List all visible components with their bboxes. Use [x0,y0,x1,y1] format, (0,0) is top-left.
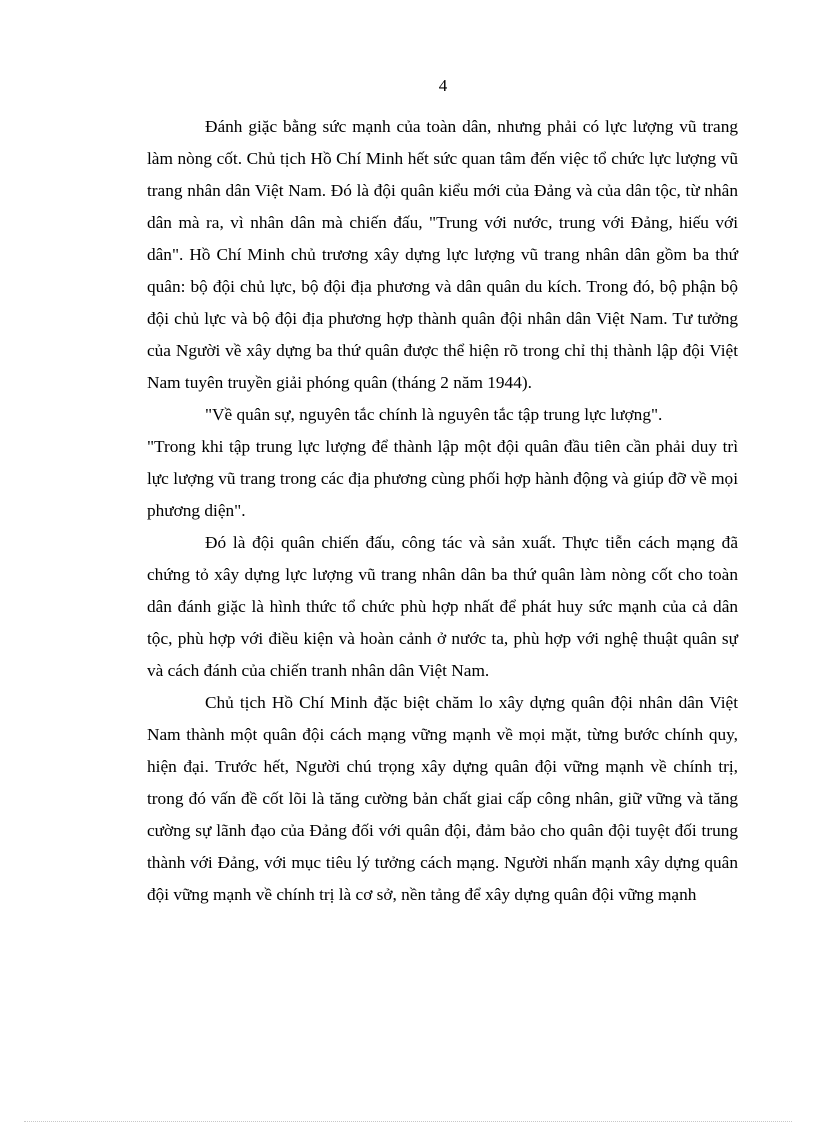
quote-local-forces: "Trong khi tập trung lực lượng để thành lập một đội quân đầu tiên cần phải duy trì lực lượng vũ trang trong các địa phương cùng phối hợp hành động và giúp đỡ về mọi phương diện". [147,437,738,520]
page-bottom-divider [24,1121,792,1122]
page-number: 4 [438,76,448,95]
quote-military-principle: "Về quân sự, nguyên tắc chính là nguyên tắc tập trung lực lượng". [205,405,663,424]
paragraph-army-building: Chủ tịch Hồ Chí Minh đặc biệt chăm lo xây dựng quân đội nhân dân Việt Nam thành một quân đội cách mạng vững mạnh về mọi mặt, từng bước chính quy, hiện đại. Trước hết, Người chú trọng xây dựng quân đội vững mạnh về chính trị, trong đó vấn đề cốt lõi là tăng cường bản chất giai cấp công nhân, giữ vững và tăng cường sự lãnh đạo của Đảng đối với quân đội, đảm bảo cho quân đội tuyệt đối trung thành với Đảng, với mục tiêu lý tưởng cách mạng. Người nhấn mạnh xây dựng quân đội vững mạnh về chính trị là cơ sở, nền tảng để xây dựng quân đội vững mạnh [147,693,738,904]
body-text [147,111,738,911]
paragraph-three-forces: Đó là đội quân chiến đấu, công tác và sản xuất. Thực tiễn cách mạng đã chứng tỏ xây dựng lực lượng vũ trang nhân dân ba thứ quân làm nòng cốt cho toàn dân đánh giặc là hình thức tổ chức phù hợp nhất để phát huy sức mạnh của cả dân tộc, phù hợp với điều kiện và hoàn cảnh ở nước ta, phù hợp với nghệ thuật quân sự và cách đánh của chiến tranh nhân dân Việt Nam. [147,533,738,680]
paragraph-armed-forces: Đánh giặc bằng sức mạnh của toàn dân, nhưng phải có lực lượng vũ trang làm nòng cốt. Chủ tịch Hồ Chí Minh hết sức quan tâm đến việc tổ chức lực lượng vũ trang nhân dân Việt Nam. Đó là đội quân kiểu mới của Đảng và của dân tộc, từ nhân dân mà ra, vì nhân dân mà chiến đấu, "Trung với nước, trung với Đảng, hiếu với dân". Hồ Chí Minh chủ trương xây dựng lực lượng vũ trang nhân dân gồm ba thứ quân: bộ đội chủ lực, bộ đội địa phương và dân quân du kích. Trong đó, bộ phận bộ đội chủ lực và bộ đội địa phương hợp thành quân đội nhân dân Việt Nam. Tư tưởng của Người về xây dựng ba thứ quân được thể hiện rõ trong chỉ thị thành lập đội Việt Nam tuyên truyền giải phóng quân (tháng 2 năm 1944). [147,117,738,392]
